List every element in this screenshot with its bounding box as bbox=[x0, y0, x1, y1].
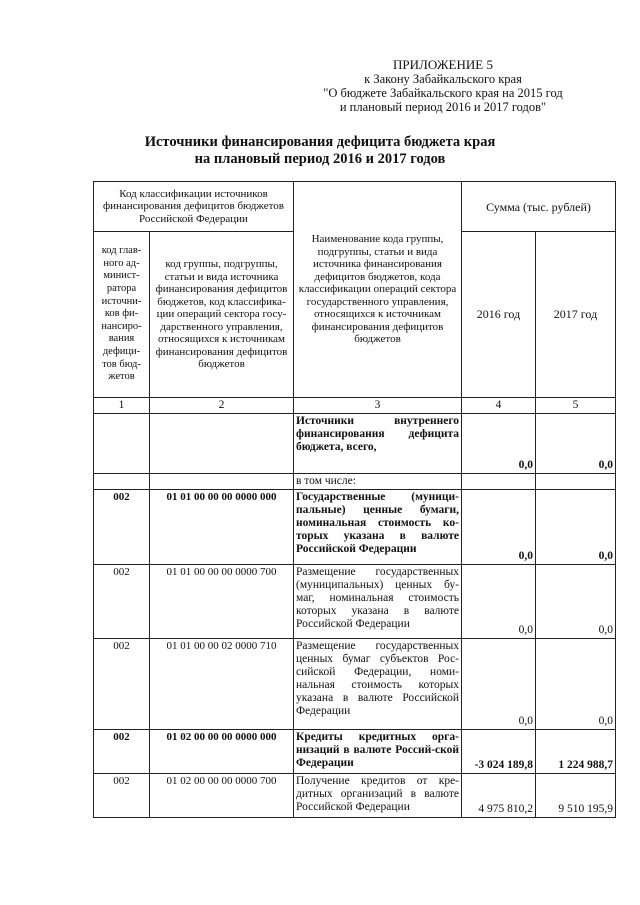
row-name-cell: Источники внутреннего финансирования дефицита бюджета, всего, bbox=[294, 413, 462, 473]
group-code-cell: 01 01 00 00 02 0000 710 bbox=[150, 638, 294, 729]
appendix-line-2: "О бюджете Забайкальского края на 2015 год bbox=[323, 86, 563, 100]
header-year-2016: 2016 год bbox=[462, 232, 536, 398]
document-title bbox=[0, 134, 640, 168]
amount-2016-cell: -3 024 189,8 bbox=[462, 729, 536, 773]
admin-code-cell: 002 bbox=[94, 489, 150, 564]
row-name-cell: Размещение государственных (муниципальных) ценных бу-маг, номинальная стоимость которых указана в валюте Российской Федерации bbox=[294, 564, 462, 638]
amount-2016-cell: 0,0 bbox=[462, 489, 536, 564]
row-name-cell: Получение кредитов от кре-дитных организаций в валюте Российской Федерации bbox=[294, 773, 462, 817]
amount-2016-cell: 4 975 810,2 bbox=[462, 773, 536, 817]
group-code-cell: 01 02 00 00 00 0000 000 bbox=[150, 729, 294, 773]
admin-code-cell: 002 bbox=[94, 729, 150, 773]
document-title-line-2: на плановый период 2016 и 2017 годов bbox=[194, 151, 446, 167]
header-sum: Сумма (тыс. рублей) bbox=[462, 182, 616, 232]
amount-2016-cell: 0,0 bbox=[462, 564, 536, 638]
row-name-cell: Размещение государственных ценных бумаг субъектов Рос-сийской Федерации, номи-нальная стоимость которых указана в валюте Российской Федерации bbox=[294, 638, 462, 729]
admin-code-cell bbox=[94, 413, 150, 473]
table-row bbox=[94, 638, 616, 729]
row-name-cell: Кредиты кредитных орга-низаций в валюте Россий-ской Федерации bbox=[294, 729, 462, 773]
group-code-cell bbox=[150, 413, 294, 473]
amount-2017-cell: 0,0 bbox=[536, 564, 616, 638]
table-row bbox=[94, 773, 616, 817]
admin-code-cell: 002 bbox=[94, 773, 150, 817]
group-code-cell: 01 01 00 00 00 0000 700 bbox=[150, 564, 294, 638]
amount-2017-cell: 9 510 195,9 bbox=[536, 773, 616, 817]
amount-2016-cell bbox=[462, 473, 536, 489]
group-code-cell bbox=[150, 473, 294, 489]
appendix-line-3: и плановый период 2016 и 2017 годов" bbox=[339, 100, 547, 114]
table-row bbox=[94, 413, 616, 473]
header-name: Наименование кода группы, подгруппы, статьи и вида источника финансирования дефицитов бюджетов, кода классификации операций сектора государственного управления, относящихся к источникам финансирования дефицитов бюджетов bbox=[294, 182, 462, 398]
admin-code-cell bbox=[94, 473, 150, 489]
column-number: 2 bbox=[150, 398, 294, 414]
appendix-title: ПРИЛОЖЕНИЕ 5 bbox=[393, 57, 493, 72]
header-classification-code: Код классификации источников финансирования дефицитов бюджетов Российской Федерации bbox=[94, 182, 294, 232]
amount-2016-cell: 0,0 bbox=[462, 413, 536, 473]
table-row bbox=[94, 564, 616, 638]
row-name-cell: в том числе: bbox=[294, 473, 462, 489]
amount-2017-cell bbox=[536, 473, 616, 489]
header-group-code: код группы, подгруппы, статьи и вида источника финансирования дефицитов бюджетов, код классифика-ции операций сектора госу-дарственного управления, относящихся к источникам финансирования дефицитов бюджетов bbox=[150, 232, 294, 398]
financing-sources-table bbox=[93, 181, 616, 818]
table-row bbox=[94, 473, 616, 489]
column-number: 5 bbox=[536, 398, 616, 414]
admin-code-cell: 002 bbox=[94, 638, 150, 729]
appendix-line-1: к Закону Забайкальского края bbox=[364, 72, 522, 86]
column-number: 3 bbox=[294, 398, 462, 414]
admin-code-cell: 002 bbox=[94, 564, 150, 638]
column-number-row bbox=[94, 398, 616, 414]
header-admin-code: код глав-ного ад-минист-ратора источни-ков фи-нансиро-вания дефици-тов бюд-жетов bbox=[94, 232, 150, 398]
group-code-cell: 01 01 00 00 00 0000 000 bbox=[150, 489, 294, 564]
amount-2016-cell: 0,0 bbox=[462, 638, 536, 729]
column-number: 1 bbox=[94, 398, 150, 414]
amount-2017-cell: 0,0 bbox=[536, 638, 616, 729]
amount-2017-cell: 0,0 bbox=[536, 489, 616, 564]
header-year-2017: 2017 год bbox=[536, 232, 616, 398]
amount-2017-cell: 0,0 bbox=[536, 413, 616, 473]
table-row bbox=[94, 489, 616, 564]
appendix-block bbox=[308, 58, 578, 114]
document-title-line-1: Источники финансирования дефицита бюджета края bbox=[144, 134, 496, 150]
column-number: 4 bbox=[462, 398, 536, 414]
table-row bbox=[94, 729, 616, 773]
amount-2017-cell: 1 224 988,7 bbox=[536, 729, 616, 773]
row-name-cell: Государственные (муници-пальные) ценные бумаги, номинальная стоимость ко-торых указана в валюте Российской Федерации bbox=[294, 489, 462, 564]
group-code-cell: 01 02 00 00 00 0000 700 bbox=[150, 773, 294, 817]
